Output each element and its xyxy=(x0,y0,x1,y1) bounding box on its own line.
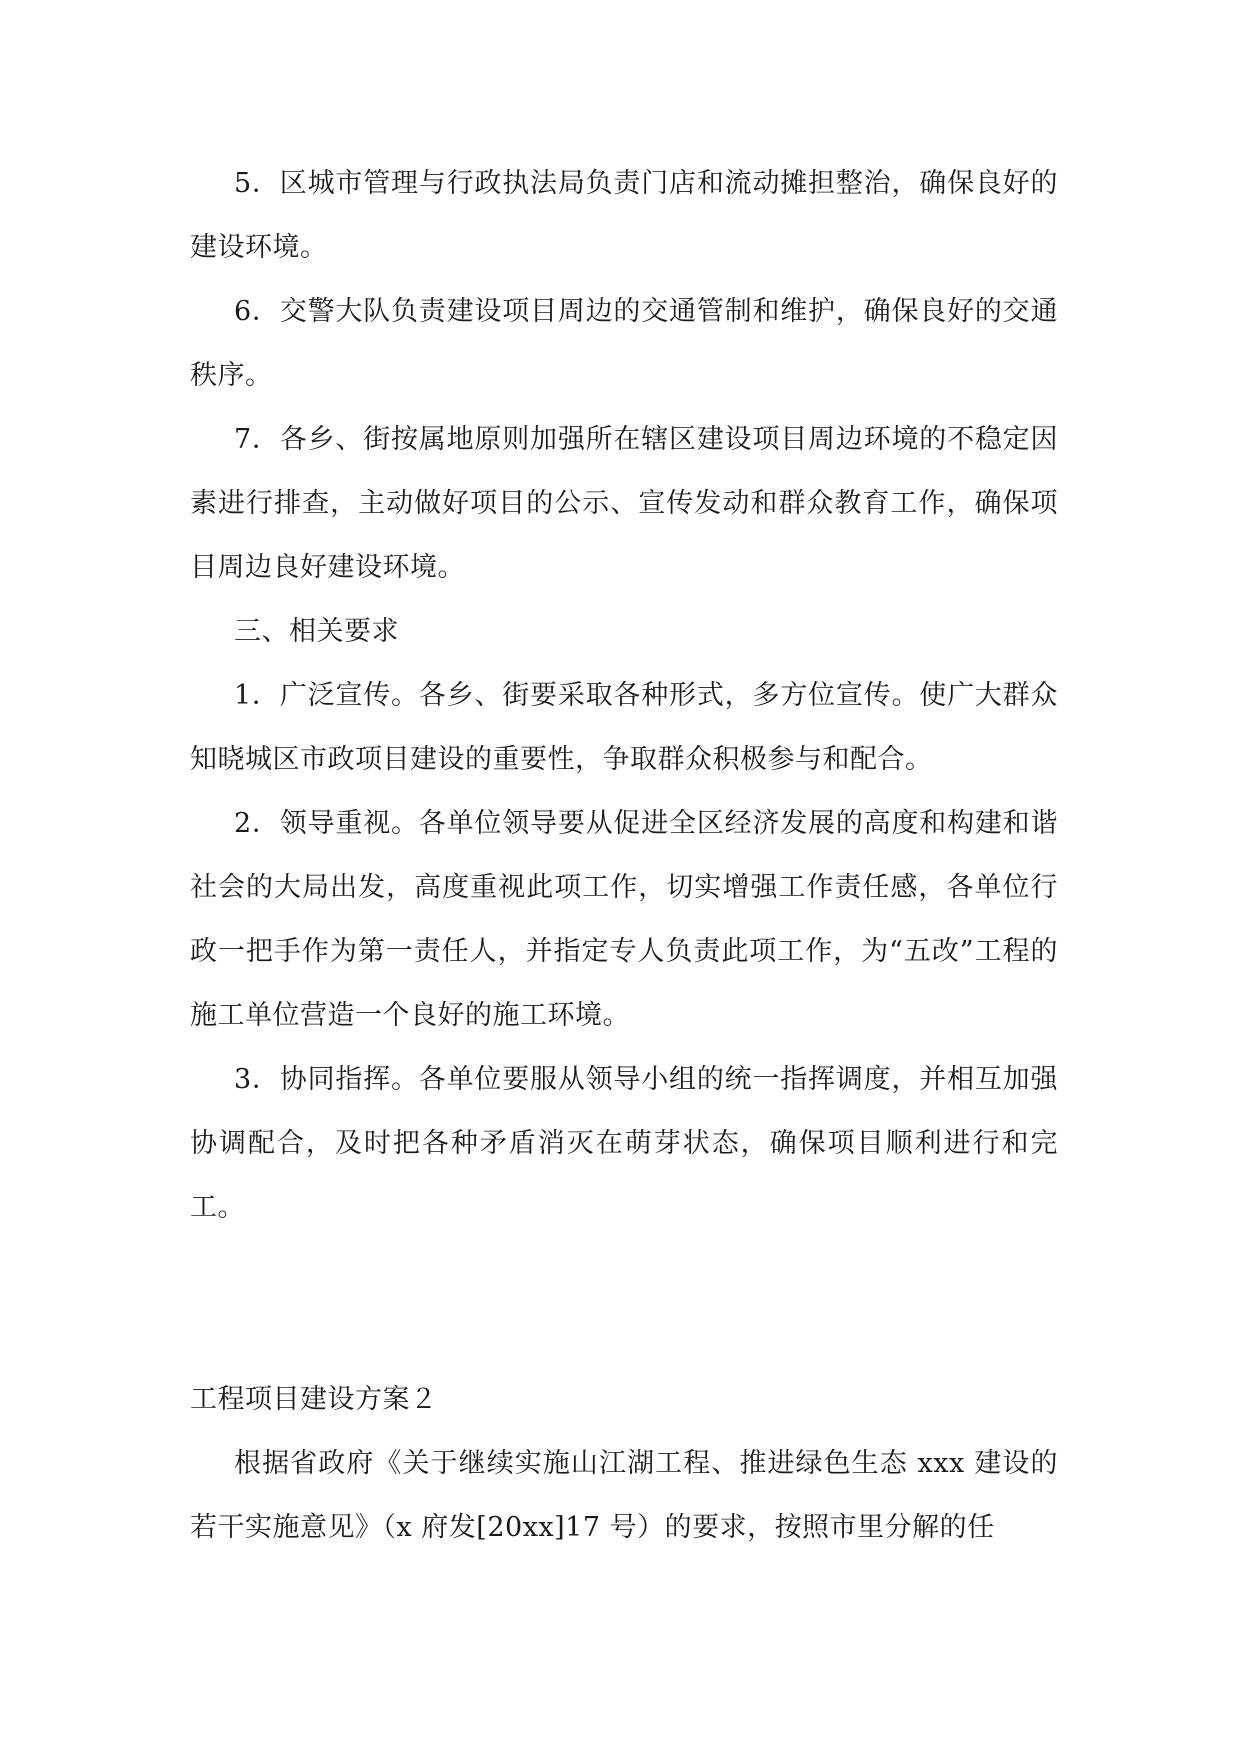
paragraph-requirement-1: 1．广泛宣传。各乡、街要采取各种形式，多方位宣传。使广大群众知晓城区市政项目建设的重要性，争取群众积极参与和配合。 xyxy=(190,680,1058,775)
section-title: 工程项目建设方案２ xyxy=(190,1384,438,1415)
section-heading-requirements: 三、相关要求 xyxy=(234,616,399,647)
section-spacer xyxy=(190,1240,1058,1368)
document-body xyxy=(190,152,1058,1560)
paragraph-item-6: 6．交警大队负责建设项目周边的交通管制和维护，确保良好的交通秩序。 xyxy=(190,296,1058,391)
paragraph-item-5: 5．区城市管理与行政执法局负责门店和流动摊担整治，确保良好的建设环境。 xyxy=(190,168,1058,263)
paragraph-item-7: 7．各乡、街按属地原则加强所在辖区建设项目周边环境的不稳定因素进行排查，主动做好项目的公示、宣传发动和群众教育工作，确保项目周边良好建设环境。 xyxy=(190,424,1058,583)
paragraph-requirement-2: 2．领导重视。各单位领导要从促进全区经济发展的高度和构建和谐社会的大局出发，高度重视此项工作，切实增强工作责任感，各单位行政一把手作为第一责任人，并指定专人负责此项工作，为“五改”工程的施工单位营造一个良好的施工环境。 xyxy=(190,808,1058,1031)
paragraph-intro: 根据省政府《关于继续实施山江湖工程、推进绿色生态 xxx 建设的若干实施意见》（x 府发[20xx]17 号）的要求，按照市里分解的任 xyxy=(190,1448,1058,1543)
paragraph-requirement-3: 3．协同指挥。各单位要服从领导小组的统一指挥调度，并相互加强协调配合，及时把各种矛盾消灭在萌芽状态，确保项目顺利进行和完工。 xyxy=(190,1064,1058,1223)
